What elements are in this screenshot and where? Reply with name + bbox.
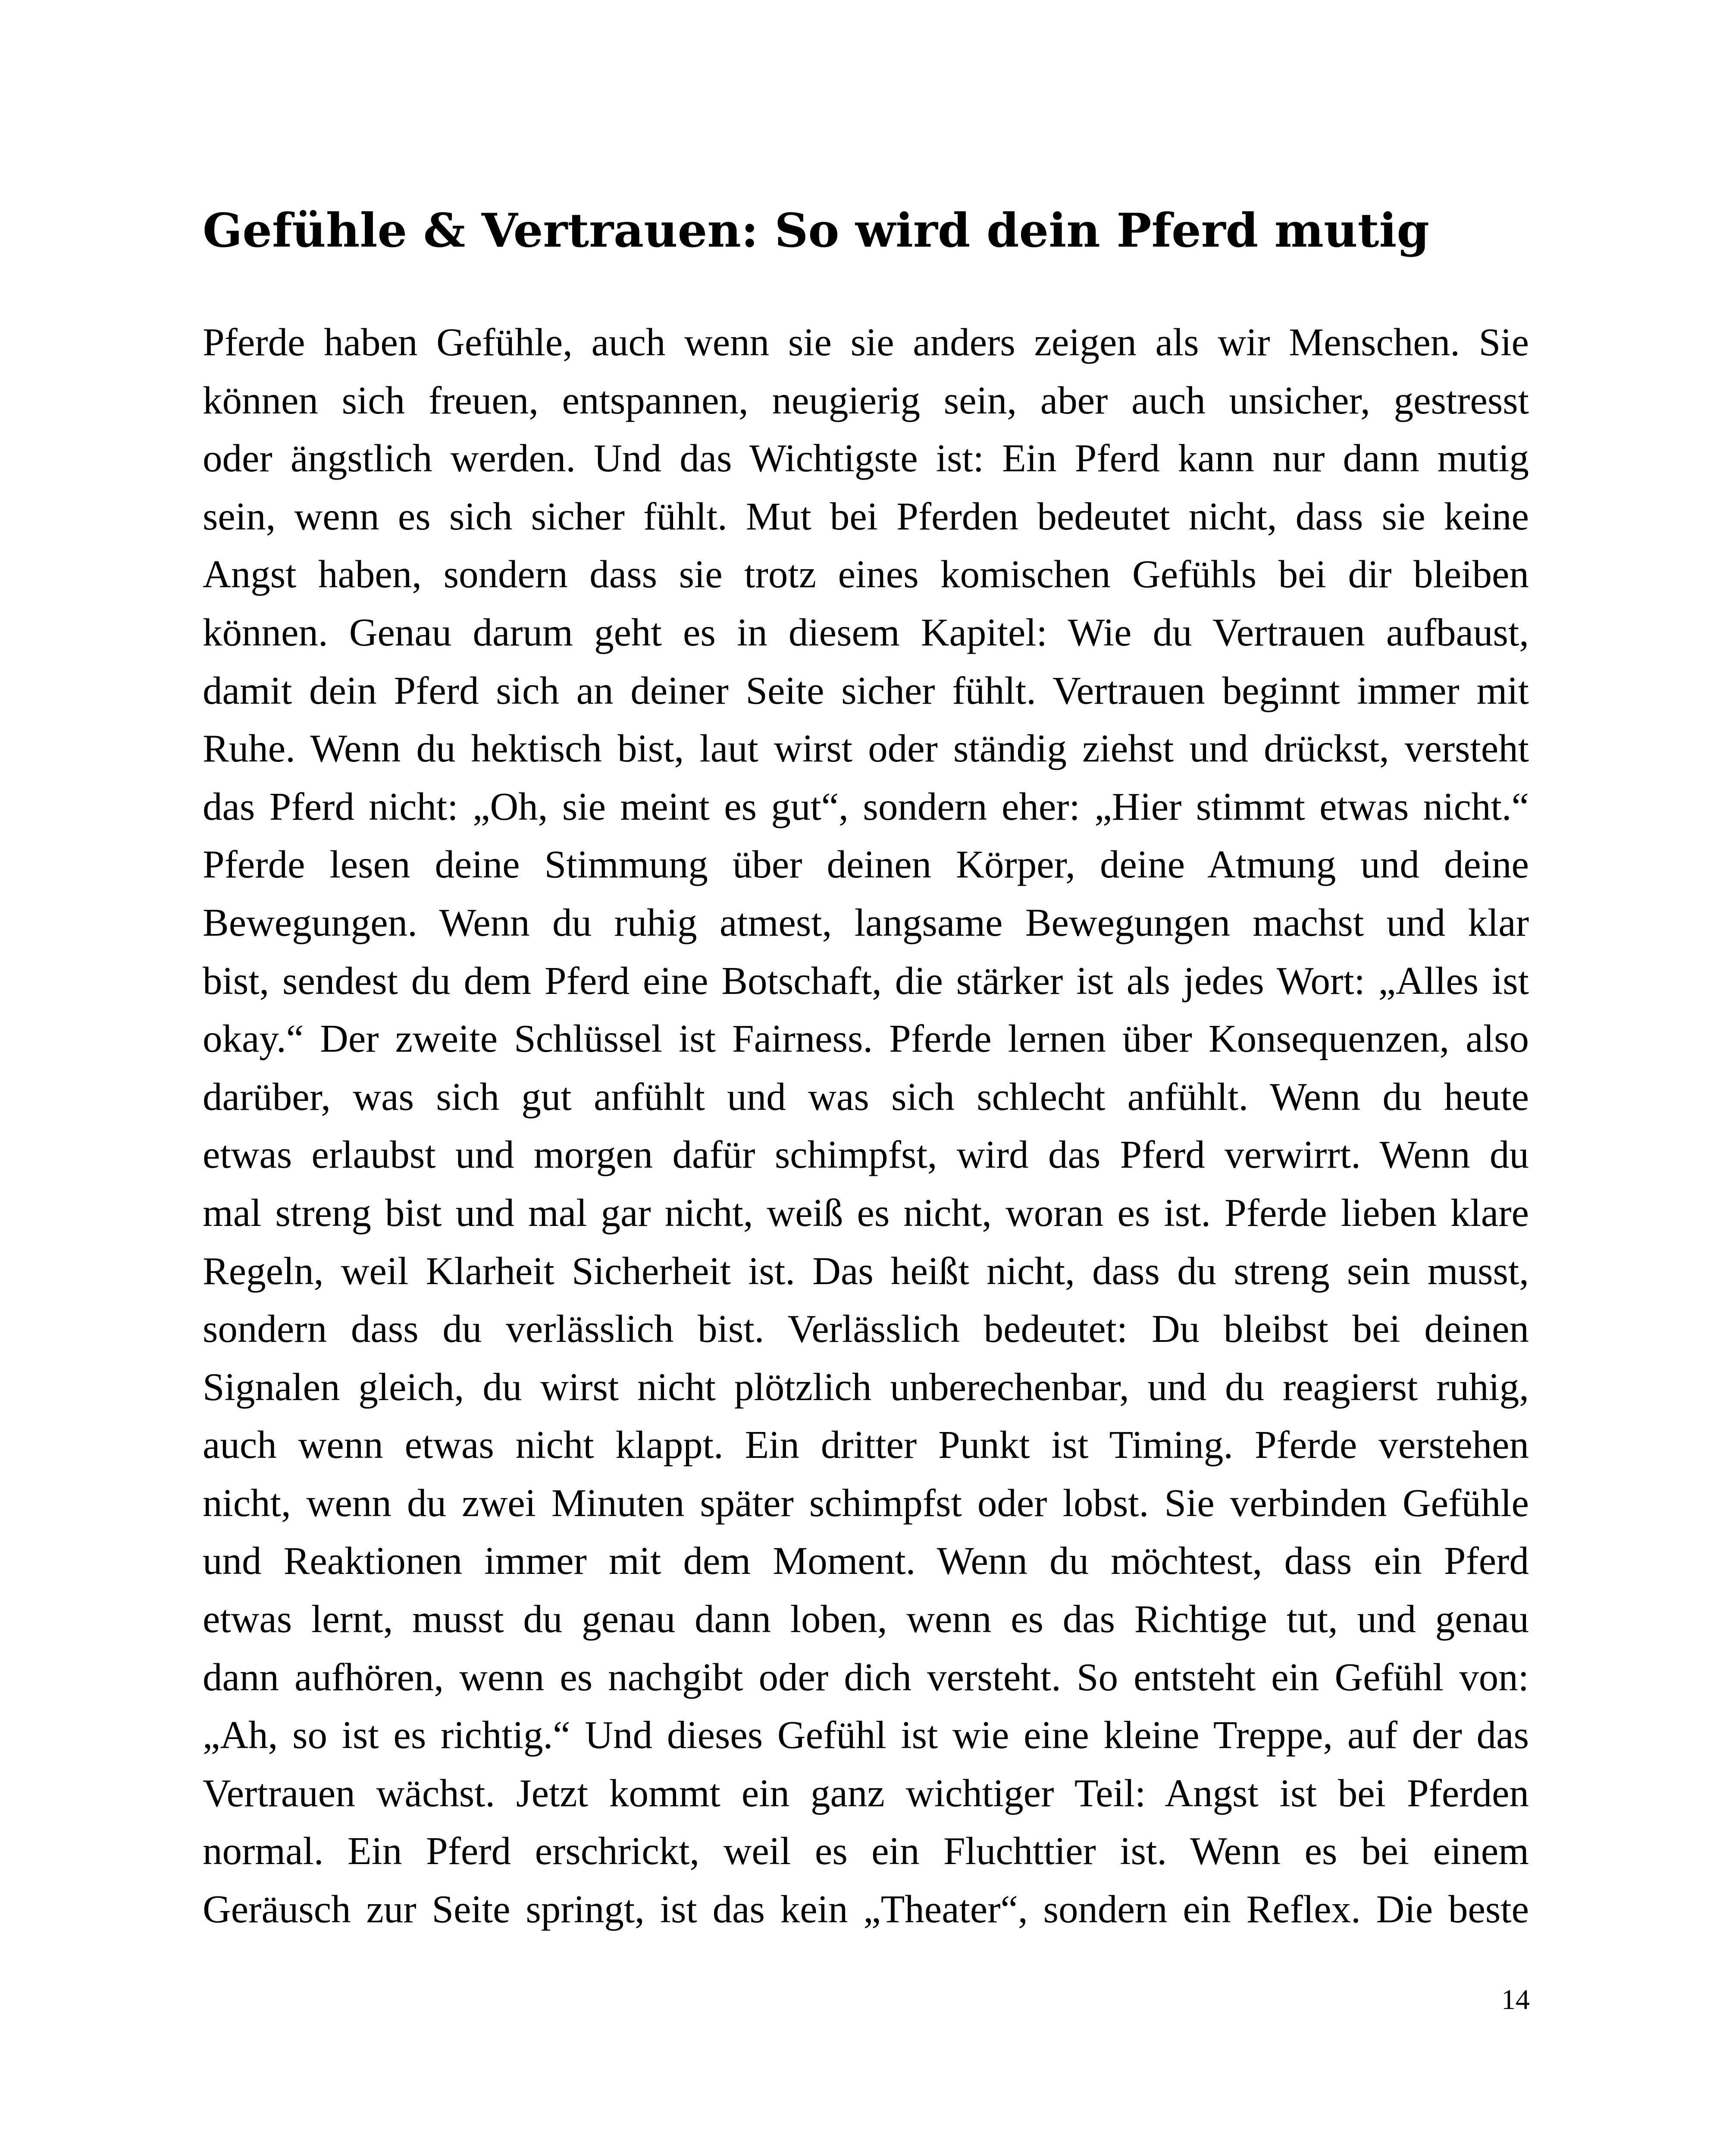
text-line: „Ah, so ist es richtig.“ Und dieses Gefühl ist wie eine kleine Treppe, auf der das <box>203 1713 1529 1757</box>
text-line: etwas lernt, musst du genau dann loben, wenn es das Richtige tut, und genau <box>203 1597 1529 1641</box>
page-number: 14 <box>1501 1984 1530 2015</box>
text-line: das Pferd nicht: „Oh, sie meint es gut“, sondern eher: „Hier stimmt etwas nicht.“ <box>203 784 1529 828</box>
text-line: bist, sendest du dem Pferd eine Botschaft, die stärker ist als jedes Wort: „Alles ist <box>203 959 1529 1003</box>
text-line: okay.“ Der zweite Schlüssel ist Fairness. Pferde lernen über Konsequenzen, also <box>203 1017 1529 1061</box>
text-line: nicht, wenn du zwei Minuten später schimpfst oder lobst. Sie verbinden Gefühle <box>203 1481 1529 1525</box>
text-line: Bewegungen. Wenn du ruhig atmest, langsame Bewegungen machst und klar <box>203 900 1529 944</box>
text-line: Regeln, weil Klarheit Sicherheit ist. Das heißt nicht, dass du streng sein musst, <box>203 1249 1529 1293</box>
text-line: sein, wenn es sich sicher fühlt. Mut bei Pferden bedeutet nicht, dass sie keine <box>203 494 1529 538</box>
body-paragraph <box>203 313 1529 1939</box>
text-line: dann aufhören, wenn es nachgibt oder dich versteht. So entsteht ein Gefühl von: <box>203 1655 1529 1699</box>
text-line: sondern dass du verlässlich bist. Verlässlich bedeutet: Du bleibst bei deinen <box>203 1307 1529 1351</box>
text-line: mal streng bist und mal gar nicht, weiß es nicht, woran es ist. Pferde lieben klare <box>203 1191 1529 1235</box>
text-line: Vertrauen wächst. Jetzt kommt ein ganz wichtiger Teil: Angst ist bei Pferden <box>203 1771 1529 1815</box>
text-line: und Reaktionen immer mit dem Moment. Wenn du möchtest, dass ein Pferd <box>203 1539 1529 1583</box>
chapter-title: Gefühle & Vertrauen: So wird dein Pferd mutig <box>203 204 1430 258</box>
text-line: können. Genau darum geht es in diesem Kapitel: Wie du Vertrauen aufbaust, <box>203 610 1529 654</box>
text-line: Angst haben, sondern dass sie trotz eines komischen Gefühls bei dir bleiben <box>203 552 1529 596</box>
text-line: Geräusch zur Seite springt, ist das kein „Theater“, sondern ein Reflex. Die beste <box>203 1887 1529 1931</box>
text-line: Signalen gleich, du wirst nicht plötzlich unberechenbar, und du reagierst ruhig, <box>203 1365 1529 1409</box>
text-line: damit dein Pferd sich an deiner Seite sicher fühlt. Vertrauen beginnt immer mit <box>203 668 1529 712</box>
text-line: Pferde lesen deine Stimmung über deinen Körper, deine Atmung und deine <box>203 843 1529 887</box>
text-line: können sich freuen, entspannen, neugierig sein, aber auch unsicher, gestresst <box>203 378 1529 422</box>
text-line: darüber, was sich gut anfühlt und was sich schlecht anfühlt. Wenn du heute <box>203 1075 1529 1119</box>
text-line: etwas erlaubst und morgen dafür schimpfst, wird das Pferd verwirrt. Wenn du <box>203 1133 1529 1177</box>
text-line: oder ängstlich werden. Und das Wichtigste ist: Ein Pferd kann nur dann mutig <box>203 436 1529 480</box>
text-line: Ruhe. Wenn du hektisch bist, laut wirst oder ständig ziehst und drückst, versteht <box>203 727 1529 771</box>
text-line: auch wenn etwas nicht klappt. Ein dritter Punkt ist Timing. Pferde verstehen <box>203 1423 1529 1467</box>
text-line: Pferde haben Gefühle, auch wenn sie sie anders zeigen als wir Menschen. Sie <box>203 320 1529 364</box>
text-line: normal. Ein Pferd erschrickt, weil es ein Fluchttier ist. Wenn es bei einem <box>203 1829 1529 1873</box>
